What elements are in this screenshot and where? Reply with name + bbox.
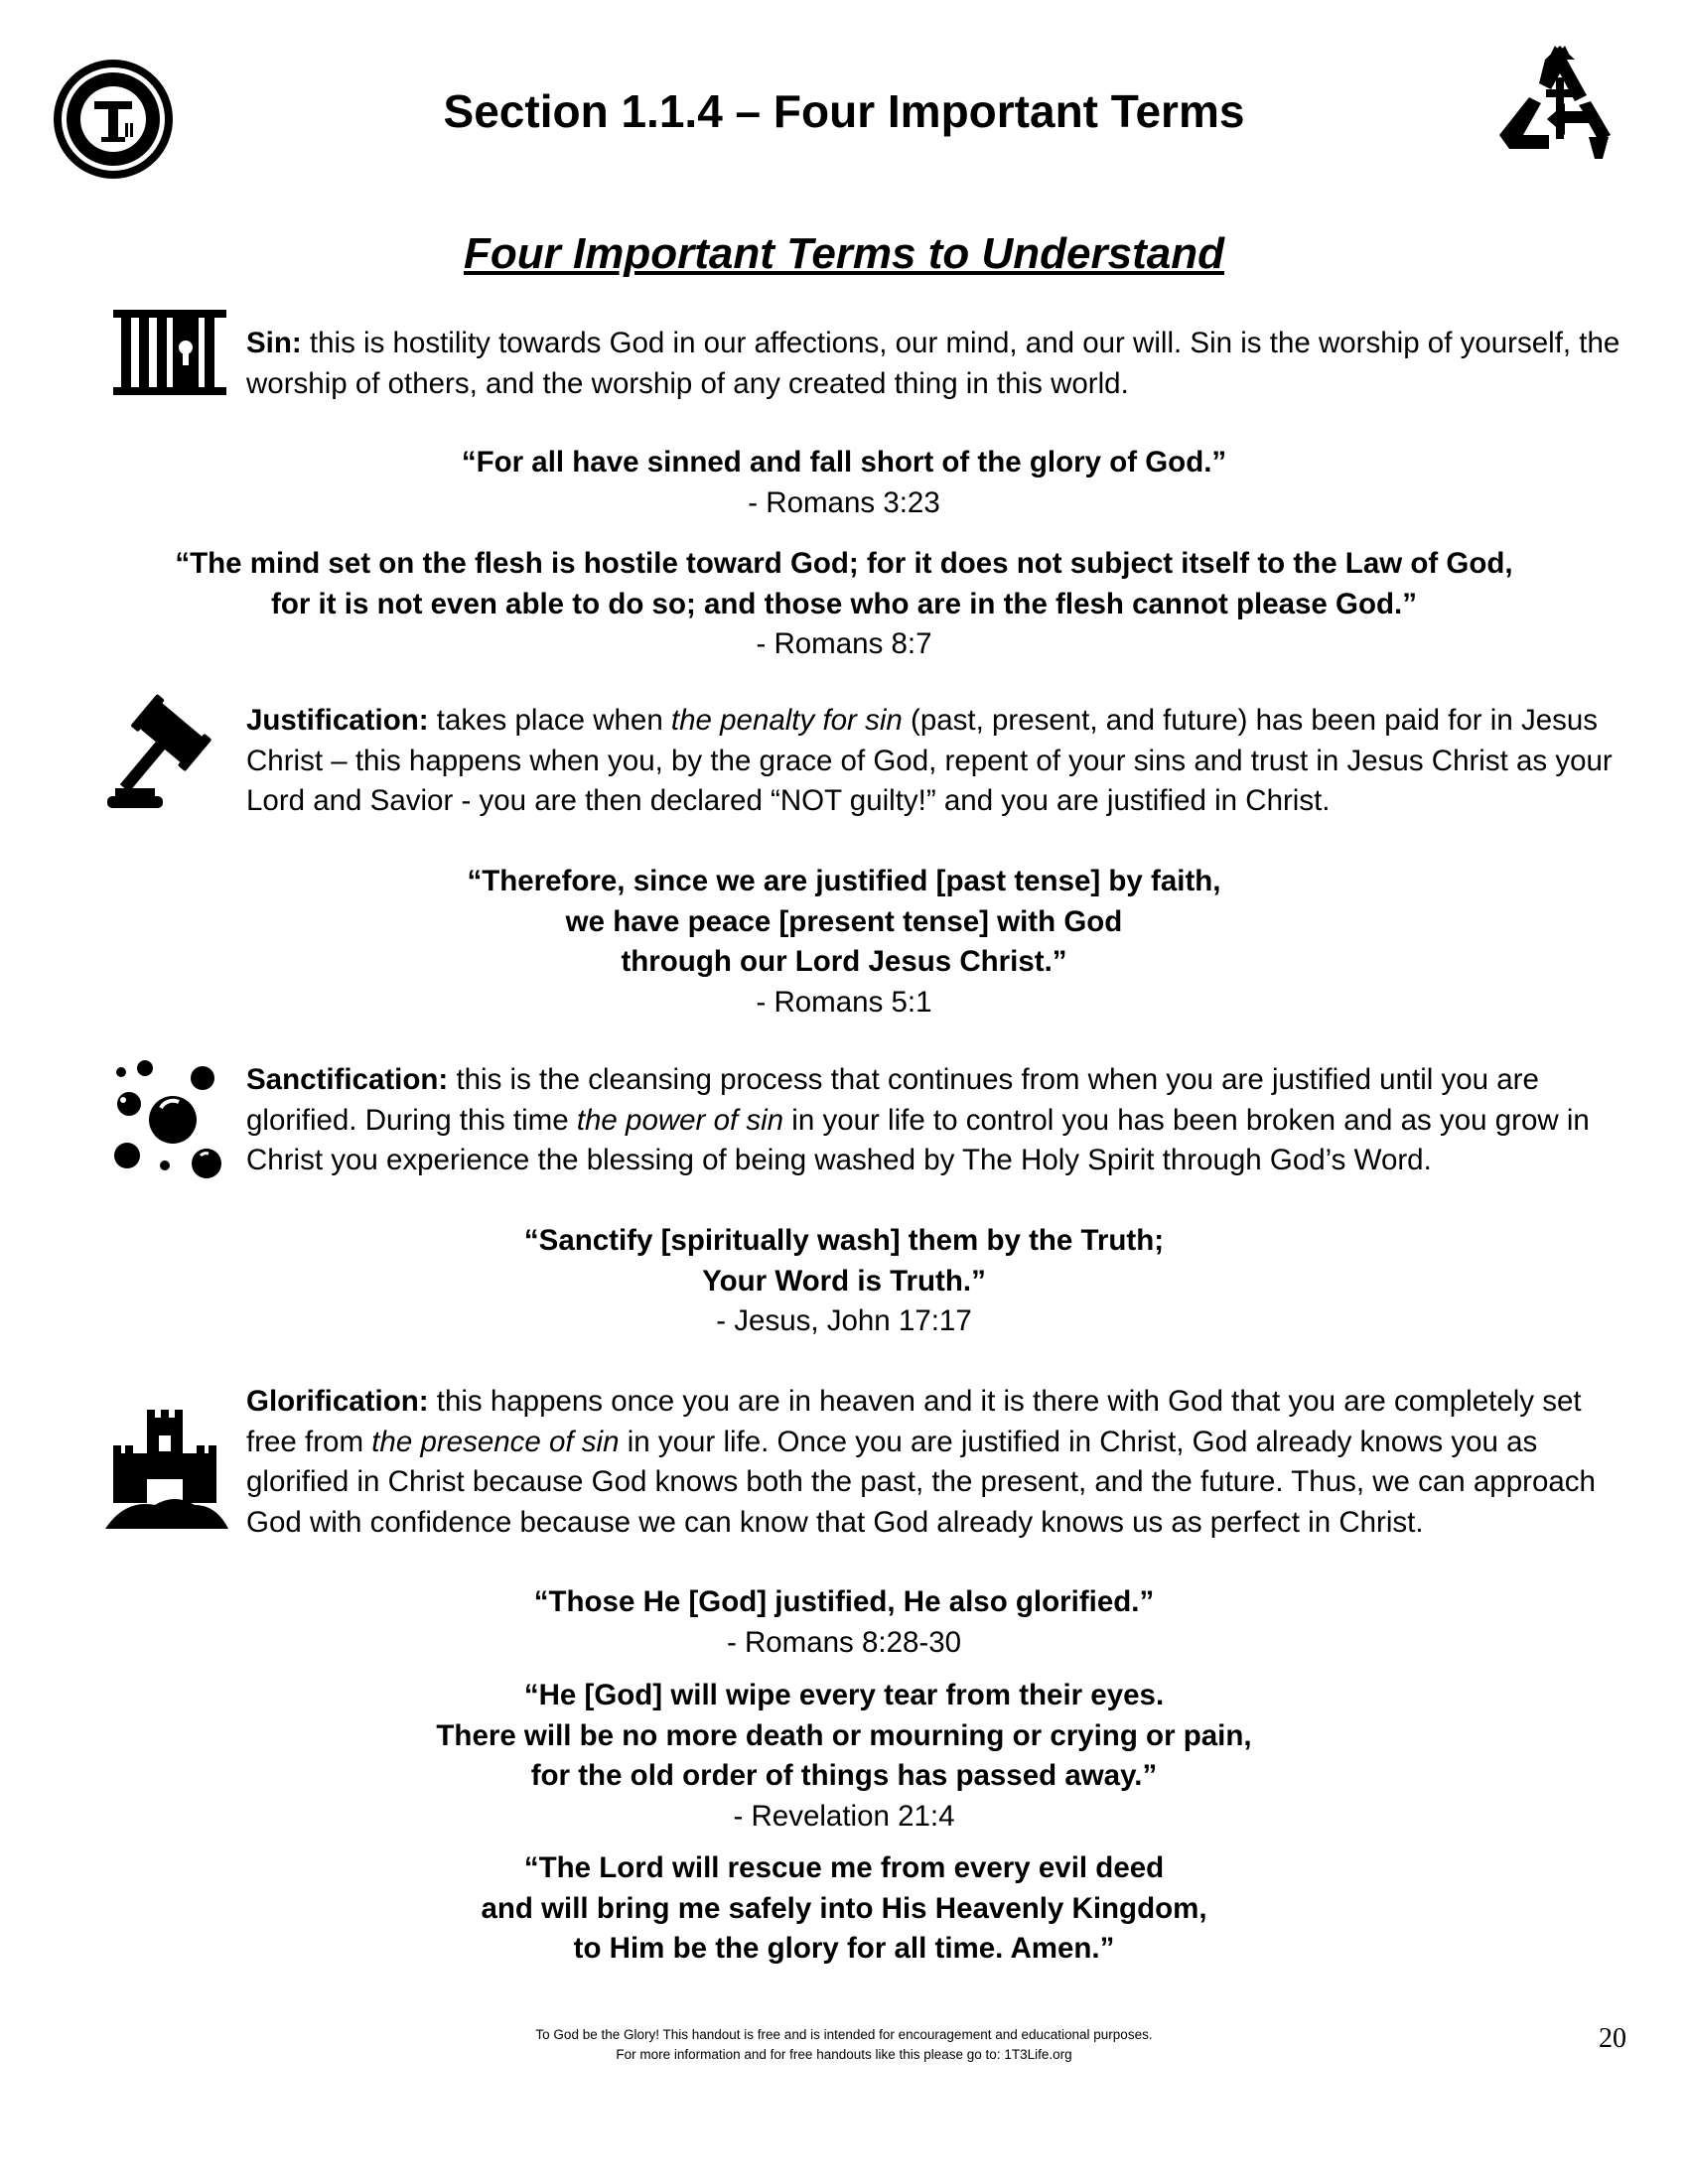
bubbles-icon [107,1058,224,1183]
sin-definition [246,324,1626,404]
quote-line: “Therefore, since we are justified [past tense] by faith, [467,865,1221,897]
quote-reference: - Romans 8:7 [756,627,932,660]
quote-line: “Sanctify [spiritually wash] them by the Truth; [523,1224,1165,1257]
footer-line-1: To God be the Glory! This handout is free and is intended for encouragement and educational purposes. [535,2027,1153,2042]
quote-romans-3-23 [0,443,1688,523]
glorification-text-b: in your life. Once you are justified in Christ, God already knows you as glorified in Christ because God knows both the past, the present, and the future. Thus, we can approach God with confidence because we can know that God already knows us as perfect in Christ. [246,1425,1596,1539]
justification-text-a: takes place when [428,704,671,737]
quote-romans-8-28 [0,1582,1688,1663]
justification-text-b: (past, present, and future) has been paid for in Jesus Christ – this happens when you, by the grace of God, repent of your sins and trust in Jesus Christ as your Lord and Savior - you are then declared “NOT guilty!” and you are justified in Christ. [246,704,1613,817]
footer [0,2025,1688,2065]
sanctification-text-a: this is the cleansing process that continues from when you are justified until you are glorified. During this time [246,1063,1539,1137]
quote-line: “The Lord will rescue me from every evil deed [523,1851,1165,1884]
sanctification-term: Sanctification: [246,1063,449,1096]
quote-line: There will be no more death or mourning or crying or pain, [436,1718,1252,1752]
quote-reference: - Revelation 21:4 [733,1799,955,1833]
sanctification-text-b: in your life to control you has been broken and as you grow in Christ you experience the blessing of being washed by The Holy Spirit through God’s Word. [246,1103,1590,1176]
quote-line: for the old order of things has passed away.” [530,1759,1158,1792]
quote-line: through our Lord Jesus Christ.” [621,945,1067,978]
page-title: Section 1.1.4 – Four Important Terms [443,85,1245,137]
quote-line: we have peace [present tense] with God [565,904,1123,938]
quote-revelation-21-4 [0,1676,1688,1837]
quote-reference: - Romans 8:28-30 [726,1625,962,1659]
glorification-emphasis: the presence of sin [371,1425,620,1458]
glorification-term: Glorification: [246,1385,429,1418]
quote-reference: - Romans 5:1 [756,985,932,1019]
quote-line: “For all have sinned and fall short of the glory of God.” [461,446,1227,478]
sin-term: Sin: [246,327,302,359]
quote-reference: - Jesus, John 17:17 [716,1304,972,1337]
page-subtitle: Four Important Terms to Understand [464,229,1224,278]
sanctification-emphasis: the power of sin [576,1103,784,1137]
glorification-text-a: this happens once you are in heaven and it is there with God that you are completely set free from [246,1385,1582,1458]
quote-line: Your Word is Truth.” [702,1264,986,1297]
quote-line: to Him be the glory for all time. Amen.” [573,1932,1115,1965]
sin-text: this is hostility towards God in our affections, our mind, and our will. Sin is the worship of yourself, the worship of others, and the worship of any created thing in this world. [246,327,1620,400]
justification-definition [246,701,1626,822]
page-number: 20 [1599,2023,1626,2054]
glorification-definition [246,1382,1626,1543]
footer-line-2: For more information and for free handouts like this please go to: 1T3Life.org [616,2047,1072,2062]
quote-line: and will bring me safely into His Heavenly Kingdom, [481,1891,1207,1925]
quote-line: for it is not even able to do so; and those who are in the flesh cannot please God.” [271,587,1417,620]
quote-line: “Those He [God] justified, He also glorified.” [533,1585,1155,1618]
quote-line: “He [God] will wipe every tear from their eyes. [523,1679,1165,1711]
quote-romans-8-7 [0,544,1688,665]
quote-reference: - Romans 3:23 [748,485,940,519]
quote-final [0,1848,1688,1970]
quote-romans-5-1 [0,862,1688,1023]
jail-cell-icon [113,310,226,395]
gavel-icon [103,693,232,814]
quote-line: “The mind set on the flesh is hostile toward God; for it does not subject itself to the Law of God, [175,547,1513,580]
justification-emphasis: the penalty for sin [670,704,903,737]
castle-icon [105,1406,228,1531]
justification-term: Justification: [246,704,429,737]
quote-john-17-17 [0,1221,1688,1342]
sanctification-definition [246,1060,1626,1181]
